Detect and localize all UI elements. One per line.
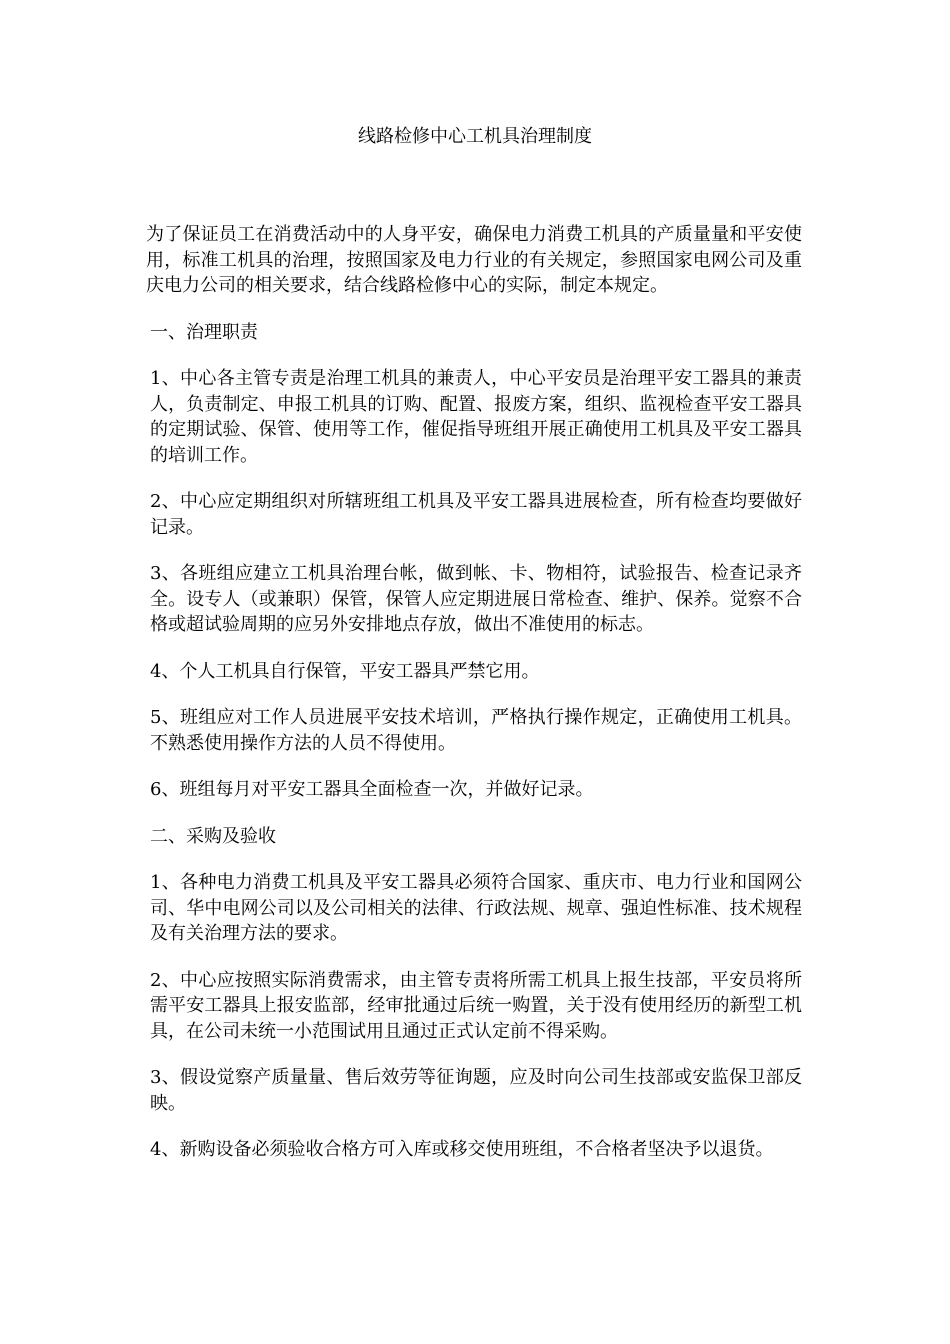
section-heading-responsibilities: 一、治理职责 bbox=[150, 321, 258, 343]
document-body bbox=[146, 222, 802, 1184]
intro-paragraph: 为了保证员工在消费活动中的人身平安，确保电力消费工机具的产质量量和平安使用，标准工机具的治理，按照国家及电力行业的有关规定，参照国家电网公司及重庆电力公司的相关要求，结合线路检修中心的实际，制定本规定。 bbox=[146, 224, 802, 296]
section-heading-procurement: 二、采购及验收 bbox=[150, 825, 276, 847]
paragraph-responsibility-2: 2、中心应定期组织对所辖班组工机具及平安工器具进展检查，所有检查均要做好记录。 bbox=[150, 491, 802, 538]
paragraph-responsibility-5: 5、班组应对工作人员进展平安技术培训，严格执行操作规定，正确使用工机具。不熟悉使用操作方法的人员不得使用。 bbox=[150, 707, 802, 754]
paragraph-responsibility-3: 3、各班组应建立工机具治理台帐，做到帐、卡、物相符，试验报告、检查记录齐全。设专人（或兼职）保管，保管人应定期进展日常检查、维护、保养。觉察不合格或超试验周期的应另外安排地点存放，做出不准使用的标志。 bbox=[150, 563, 802, 635]
paragraph-responsibility-4: 4、个人工机具自行保管，平安工器具严禁它用。 bbox=[150, 660, 540, 682]
paragraph-responsibility-1: 1、中心各主管专责是治理工机具的兼责人，中心平安员是治理平安工器具的兼责人，负责制定、申报工机具的订购、配置、报废方案，组织、监视检查平安工器具的定期试验、保管、使用等工作，催促指导班组开展正确使用工机具及平安工器具的培训工作。 bbox=[150, 368, 802, 466]
paragraph-procurement-3: 3、假设觉察产质量量、售后效劳等征询题，应及时向公司生技部或安监保卫部反映。 bbox=[150, 1067, 802, 1114]
paragraph-procurement-2: 2、中心应按照实际消费需求，由主管专责将所需工机具上报生技部，平安员将所需平安工器具上报安监部，经审批通过后统一购置，关于没有使用经历的新型工机具，在公司未统一小范围试用且通过正式认定前不得采购。 bbox=[150, 969, 802, 1042]
paragraph-responsibility-6: 6、班组每月对平安工器具全面检查一次，并做好记录。 bbox=[150, 779, 594, 800]
document-title: 线路检修中心工机具治理制度 bbox=[358, 126, 592, 147]
paragraph-procurement-4: 4、新购设备必须验收合格方可入库或移交使用班组，不合格者坚决予以退货。 bbox=[150, 1139, 774, 1160]
paragraph-procurement-1: 1、各种电力消费工机具及平安工器具必须符合国家、重庆市、电力行业和国网公司、华中电网公司以及公司相关的法律、行政法规、规章、强迫性标准、技术规程及有关治理方法的要求。 bbox=[150, 872, 802, 944]
